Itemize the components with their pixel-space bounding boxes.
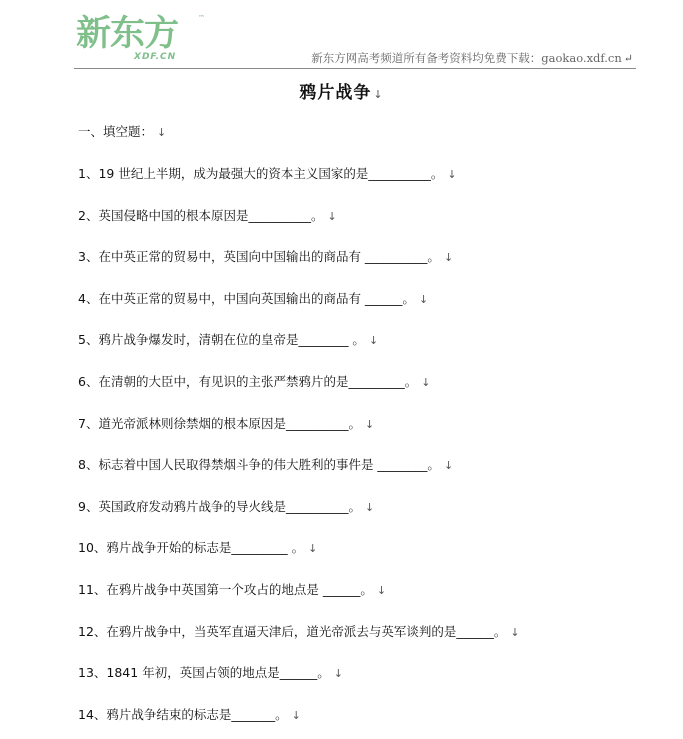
question-text: 3、在中英正常的贸易中，英国向中国输出的商品有 __________。 xyxy=(78,249,440,264)
question-text: 9、英国政府发动鸦片战争的导火线是__________。 xyxy=(78,499,361,514)
question-item xyxy=(78,456,453,475)
page-title xyxy=(0,78,683,103)
question-item xyxy=(78,581,386,600)
question-text: 5、鸦片战争爆发时，清朝在位的皇帝是________ 。 xyxy=(78,332,365,347)
logo-sub-text: XDF.CN xyxy=(134,52,177,62)
question-item xyxy=(78,331,378,350)
paragraph-mark-icon: ↓ xyxy=(364,418,375,431)
question-item xyxy=(78,207,337,226)
question-item xyxy=(78,623,520,642)
paragraph-mark-icon: ↓ xyxy=(421,376,431,389)
xdf-logo xyxy=(74,12,210,68)
paragraph-mark-icon: ↓ xyxy=(333,667,343,680)
section-heading-text: 一、填空题： xyxy=(78,124,154,139)
question-text: 13、1841 年初，英国占领的地点是______。 xyxy=(78,665,330,680)
paragraph-mark-icon: ↓ xyxy=(443,251,454,264)
question-item xyxy=(78,373,430,392)
question-item xyxy=(78,290,428,309)
question-text: 14、鸦片战争结束的标志是_______。 xyxy=(78,707,288,722)
question-text: 7、道光帝派林则徐禁烟的根本原因是__________。 xyxy=(78,416,361,431)
question-text: 8、标志着中国人民取得禁烟斗争的伟大胜利的事件是 ________。 xyxy=(78,457,440,472)
question-item xyxy=(78,248,453,267)
question-text: 6、在清朝的大臣中，有见识的主张严禁鸦片的是_________。 xyxy=(78,374,418,389)
paragraph-mark-icon: ↓ xyxy=(291,709,301,722)
paragraph-mark-icon: ↓ xyxy=(376,584,387,597)
header-note xyxy=(311,50,633,66)
header-note-text: 新东方网高考频道所有备考资料均免费下载：gaokao.xdf.cn xyxy=(311,51,622,65)
paragraph-mark-icon: ↓ xyxy=(364,501,375,514)
paragraph-mark-icon: ↓ xyxy=(447,168,457,181)
question-item xyxy=(78,539,317,558)
question-text: 2、英国侵略中国的根本原因是__________。 xyxy=(78,208,324,223)
question-text: 10、鸦片战争开始的标志是_________ 。 xyxy=(78,540,305,555)
logo-trademark: ™ xyxy=(198,14,205,22)
question-item xyxy=(78,706,301,725)
question-item xyxy=(78,498,374,517)
paragraph-mark-icon: ↓ xyxy=(308,542,318,555)
paragraph-mark-icon: ↓ xyxy=(327,210,337,223)
question-item xyxy=(78,165,457,184)
paragraph-mark-icon: ↓ xyxy=(418,293,429,306)
paragraph-mark-icon: ↵ xyxy=(623,52,633,65)
paragraph-mark-icon: ↓ xyxy=(157,126,167,139)
question-text: 12、在鸦片战争中，当英军直逼天津后，道光帝派去与英军谈判的是______。 xyxy=(78,624,507,639)
question-text: 1、19 世纪上半期，成为最强大的资本主义国家的是__________。 xyxy=(78,166,444,181)
logo-main-text: 新东方 xyxy=(76,14,179,54)
question-text: 11、在鸦片战争中英国第一个攻占的地点是 ______。 xyxy=(78,582,373,597)
page-title-text: 鸦片战争 xyxy=(299,83,372,103)
question-item xyxy=(78,664,343,683)
paragraph-mark-icon: ↓ xyxy=(368,334,379,347)
paragraph-mark-icon: ↓ xyxy=(373,88,384,101)
header-divider xyxy=(74,68,636,69)
paragraph-mark-icon: ↓ xyxy=(510,626,520,639)
question-item xyxy=(78,415,374,434)
question-text: 4、在中英正常的贸易中，中国向英国输出的商品有 ______。 xyxy=(78,291,415,306)
section-heading xyxy=(78,123,166,142)
paragraph-mark-icon: ↓ xyxy=(443,459,454,472)
